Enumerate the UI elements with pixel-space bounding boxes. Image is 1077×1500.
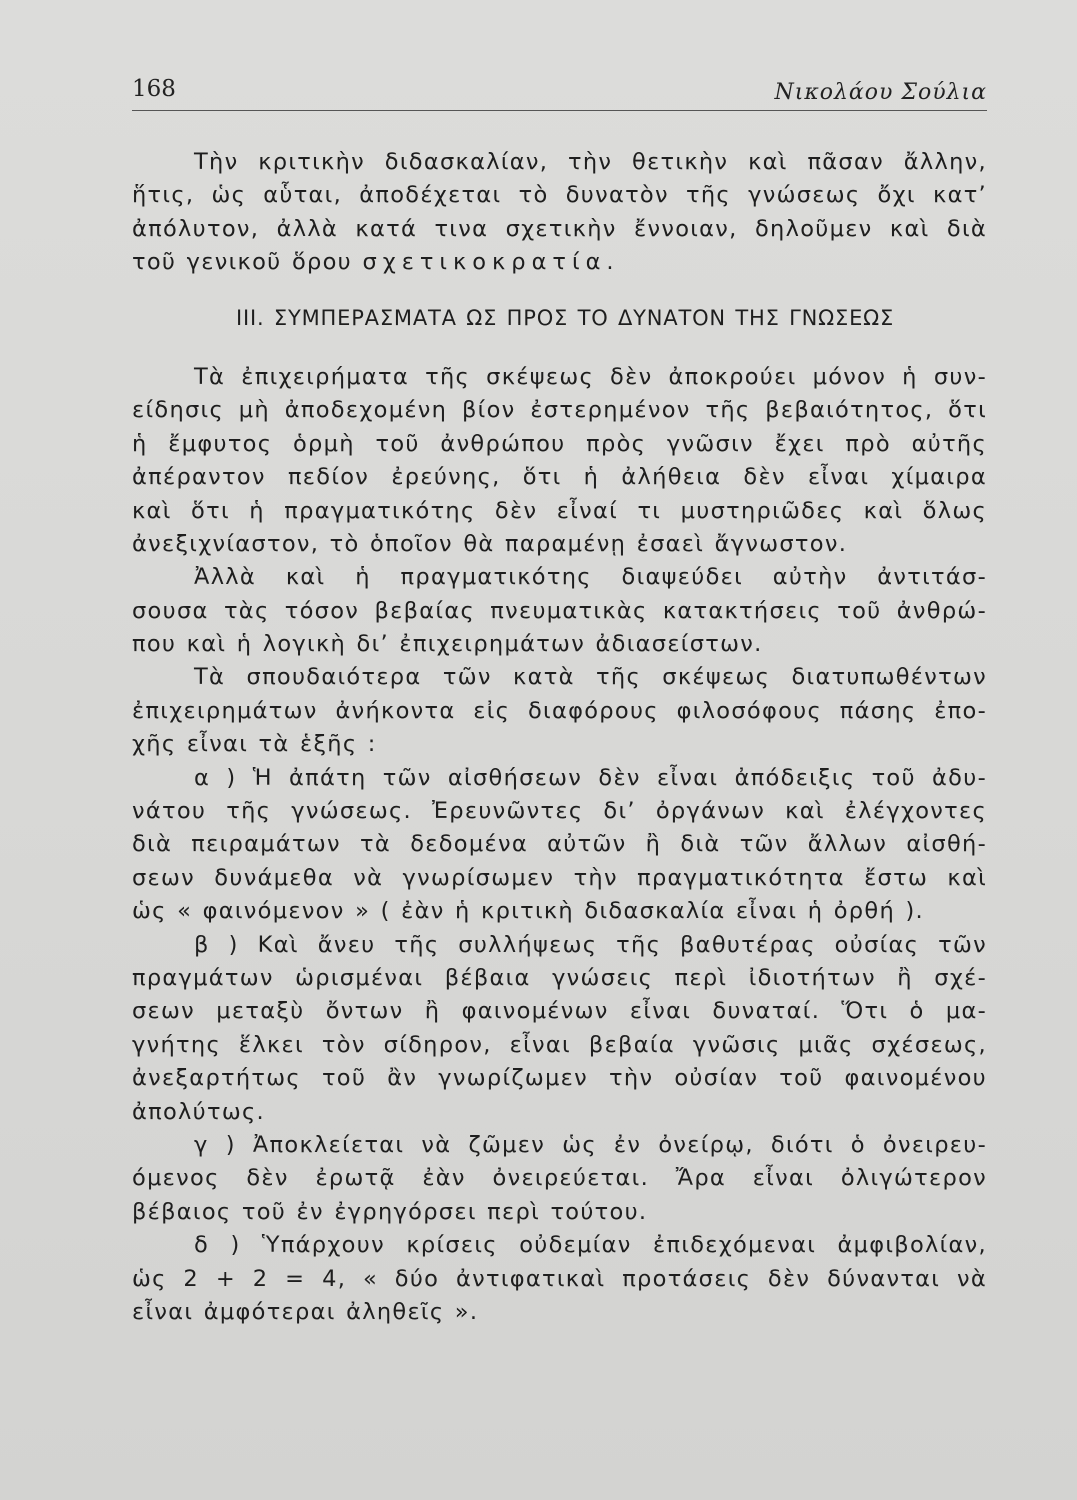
- header-rule: [132, 110, 987, 111]
- text-line: εἶναι ἀμφότεραι ἀληθεῖς ».: [132, 1298, 479, 1325]
- text-line: ἀπόλυτον, ἀλλὰ κατά τινα σχετικὴν ἔννοιαν, δηλοῦμεν καὶ διὰ: [132, 215, 987, 242]
- item-a: [132, 762, 987, 929]
- text-line: ἀπολύτως.: [132, 1098, 265, 1125]
- text-line: γνήτης ἕλκει τὸν σίδηρον, εἶναι βεβαία γνῶσις μιᾶς σχέσεως,: [132, 1031, 987, 1058]
- text-line: Τὰ σπουδαιότερα τῶν κατὰ τῆς σκέψεως διατυπωθέντων: [194, 664, 987, 691]
- paragraph-1: [132, 361, 987, 561]
- text-line: χῆς εἶναι τὰ ἑξῆς :: [132, 731, 377, 758]
- item-c: [132, 1129, 987, 1229]
- text-line: Τὰ ἐπιχειρήματα τῆς σκέψεως δὲν ἀποκρούει μόνον ἡ συν-: [194, 363, 987, 390]
- item-d: [132, 1229, 987, 1329]
- text-line: σουσα τὰς τόσον βεβαίας πνευματικὰς κατακτήσεις τοῦ ἀνθρώ-: [132, 597, 987, 624]
- emphasized-term: σχετικοκρατία.: [362, 249, 620, 276]
- text-line: ἀνεξιχνίαστον, τὸ ὁποῖον θὰ παραμένῃ ἐσαεὶ ἄγνωστον.: [132, 530, 848, 557]
- text-line: πραγμάτων ὡρισμέναι βέβαια γνώσεις περὶ ἰδιοτήτων ἢ σχέ-: [132, 964, 987, 991]
- text-line: ἡ ἔμφυτος ὁρμὴ τοῦ ἀνθρώπου πρὸς γνῶσιν ἔχει πρὸ αὐτῆς: [132, 430, 987, 457]
- text-line: σεων δυνάμεθα νὰ γνωρίσωμεν τὴν πραγματικότητα ἔστω καὶ: [132, 864, 987, 891]
- page-number: 168: [132, 76, 176, 102]
- text-line: Ἀλλὰ καὶ ἡ πραγματικότης διαψεύδει αὐτὴν ἀντιτάσ-: [194, 564, 987, 591]
- paragraph-2: [132, 561, 987, 661]
- text-line: βέβαιος τοῦ ἐν ἐγρηγόρσει περὶ τούτου.: [132, 1198, 648, 1225]
- text-line: ὡς « φαινόμενον » ( ἐὰν ἡ κριτικὴ διδασκαλία εἶναι ἡ ὀρθή ).: [132, 898, 924, 925]
- text-line: ἥτις, ὡς αὗται, ἀποδέχεται τὸ δυνατὸν τῆς γνώσεως ὄχι κατ’: [132, 182, 987, 209]
- text-line: διὰ πειραμάτων τὰ δεδομένα αὐτῶν ἢ διὰ τῶν ἄλλων αἰσθή-: [132, 831, 987, 858]
- text-line: α ) Ἡ ἀπάτη τῶν αἰσθήσεων δὲν εἶναι ἀπόδειξις τοῦ ἀδυ-: [194, 764, 987, 791]
- text-line: νάτου τῆς γνώσεως. Ἐρευνῶντες δι’ ὀργάνων καὶ ἐλέγχοντες: [132, 798, 987, 825]
- text-line: σεων μεταξὺ ὄντων ἢ φαινομένων εἶναι δυναταί. Ὅτι ὁ μα-: [132, 998, 987, 1025]
- running-head: Νικολάου Σούλια: [774, 80, 987, 105]
- section-heading: III. ΣΥΜΠΕΡΑΣΜΑΤΑ ΩΣ ΠΡΟΣ ΤΟ ΔΥΝΑΤΟΝ ΤΗΣ ΓΝΩΣΕΩΣ: [236, 305, 895, 330]
- text-line: β ) Καὶ ἄνευ τῆς συλλήψεως τῆς βαθυτέρας οὐσίας τῶν: [194, 931, 987, 958]
- text-line: [132, 246, 987, 279]
- text-line: είδησις μὴ ἀποδεχομένη βίον ἐστερημένον τῆς βεβαιότητος, ὅτι: [132, 397, 987, 424]
- text-line: ἐπιχειρημάτων ἀνήκοντα εἰς διαφόρους φιλοσόφους πάσης ἐπο-: [132, 697, 987, 724]
- text-line: δ ) Ὑπάρχουν κρίσεις οὐδεμίαν ἐπιδεχόμεναι ἀμφιβολίαν,: [194, 1232, 987, 1259]
- text-line: όμενος δὲν ἐρωτᾷ ἐὰν ὀνειρεύεται. Ἄρα εἶναι ὀλιγώτερον: [132, 1165, 987, 1192]
- text-line: καὶ ὅτι ἡ πραγματικότης δὲν εἶναί τι μυστηριῶδες καὶ ὅλως: [132, 497, 987, 524]
- item-b: [132, 929, 987, 1129]
- text-line: ὡς 2 + 2 = 4, « δύο ἀντιφατικαὶ προτάσεις δὲν δύνανται νὰ: [132, 1265, 987, 1292]
- intro-paragraph: [132, 146, 987, 280]
- text-line: Τὴν κριτικὴν διδασκαλίαν, τὴν θετικὴν καὶ πᾶσαν ἄλλην,: [194, 149, 987, 175]
- text-line: ἀνεξαρτήτως τοῦ ἂν γνωρίζωμεν τὴν οὐσίαν τοῦ φαινομένου: [132, 1065, 987, 1092]
- text-line: ἀπέραντον πεδίον ἐρεύνης, ὅτι ἡ ἀλήθεια δὲν εἶναι χίμαιρα: [132, 464, 987, 491]
- paragraph-3: [132, 661, 987, 761]
- page-header: [132, 72, 987, 112]
- text-line: γ ) Ἀποκλείεται νὰ ζῶμεν ὡς ἐν ὀνείρῳ, διότι ὁ ὀνειρευ-: [194, 1131, 987, 1158]
- page-body: [132, 146, 987, 1329]
- text-fragment: τοῦ γενικοῦ ὅρου: [132, 249, 363, 276]
- text-line: που καὶ ἡ λογικὴ δι’ ἐπιχειρημάτων ἀδιασείστων.: [132, 631, 763, 658]
